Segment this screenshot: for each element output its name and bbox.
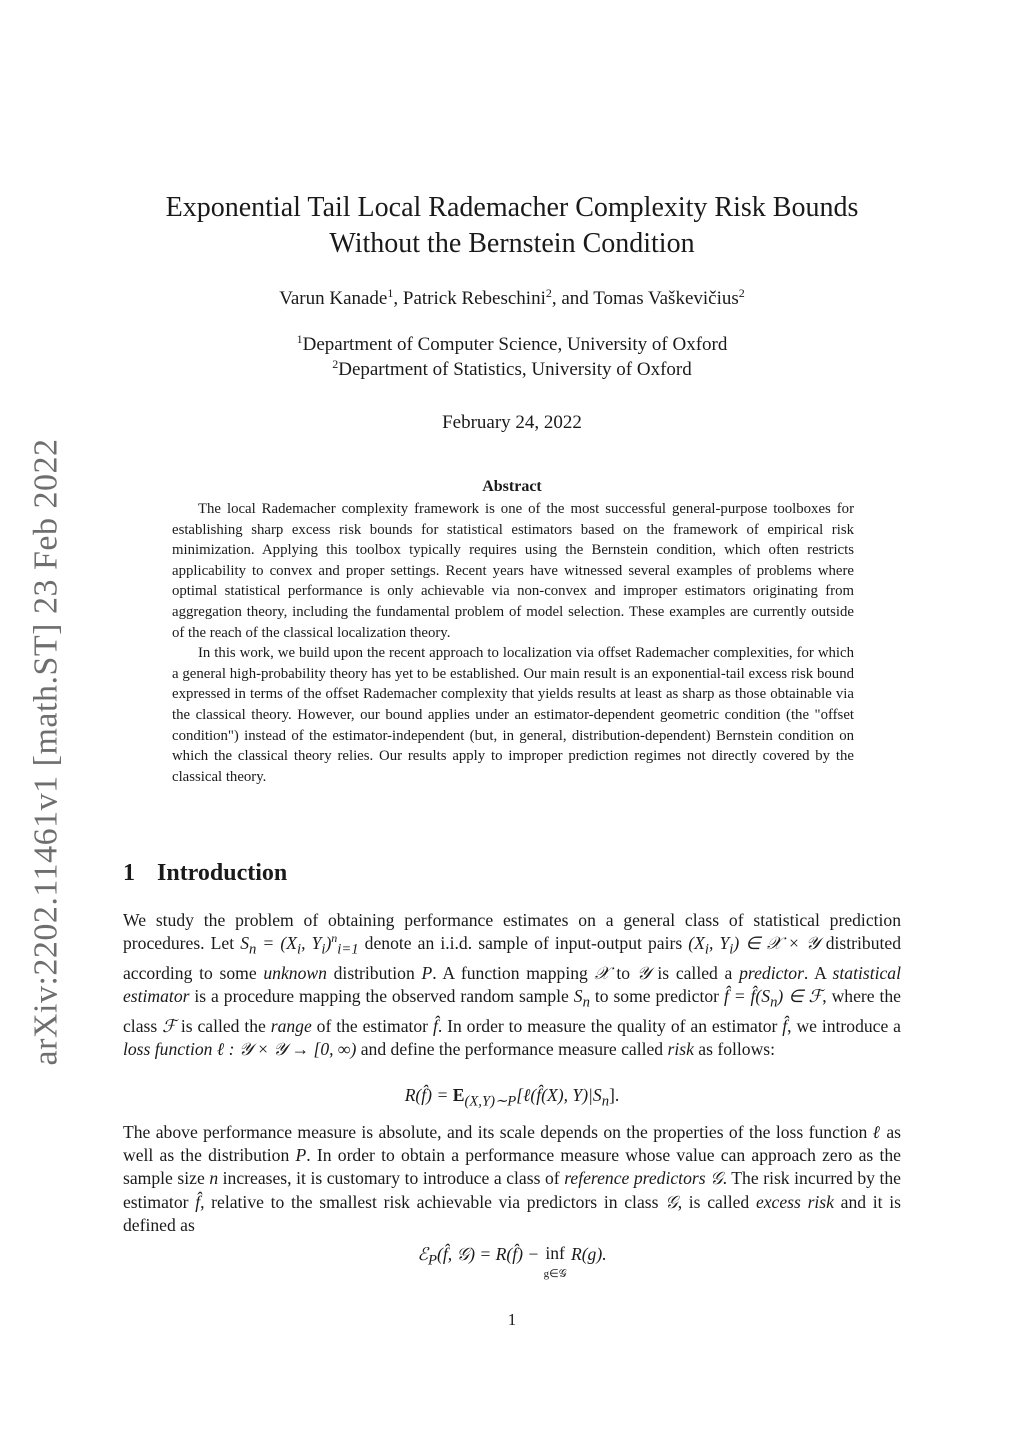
text-run: and it is defined as	[123, 1191, 901, 1235]
abstract-body	[172, 499, 854, 787]
text-run: distribution	[326, 962, 422, 983]
math-inline: P	[295, 1145, 307, 1166]
text-run: is called the	[175, 1015, 271, 1036]
math-inline: $S_n$	[573, 986, 590, 1011]
text-run: , relative to the smallest risk achievable via predictors in class	[200, 1191, 666, 1212]
author-name: Tomas Vaškevičius	[593, 288, 739, 309]
math-inline: ($X_i$, $Y_i$) ∈ 𝒳 × 𝒴	[688, 933, 820, 958]
text-run: , is called	[677, 1191, 756, 1212]
text-run: increases, it is customary to introduce a class of	[218, 1168, 565, 1189]
paragraph-text	[123, 1121, 901, 1237]
affiliation-list	[100, 332, 924, 382]
author-name: Varun Kanade	[279, 288, 388, 309]
affiliation-mark: 2	[332, 357, 339, 371]
text-run: is a procedure mapping the observed random sample	[189, 986, 574, 1007]
affiliation-line	[100, 332, 924, 357]
abstract-paragraph: In this work, we build upon the recent approach to localization via offset Rademacher complexities, for which a general high-probability theory has yet to be established. Our main result is an exponential-tail excess risk bound expressed in terms of the offset Rademacher complexity that yields results at least as sharp as those obtainable via the classical theory. However, our bound applies under an estimator-dependent geometric condition (the "offset condition") instead of the estimator-independent (but, in general, distribution-dependent) Bernstein condition on which the classical theory relies. Our results apply to improper prediction regimes not directly covered by the classical theory.	[172, 645, 854, 785]
affiliation-mark: 2	[738, 286, 745, 300]
math-inline: n	[209, 1168, 219, 1189]
emphasis-text: excess risk	[755, 1191, 834, 1212]
emphasis-text: range	[270, 1015, 312, 1036]
text-run: to	[609, 962, 637, 983]
text-run: and define the performance measure called	[356, 1039, 668, 1060]
affiliation-line	[100, 357, 924, 382]
emphasis-text: risk	[667, 1039, 694, 1060]
text-run: of the estimator	[311, 1015, 433, 1036]
text-run: . In order to obtain a performance measure whose value can approach zero as the sample size	[123, 1145, 901, 1189]
text-run: as follows:	[693, 1039, 776, 1060]
math-inline: ℓ	[872, 1122, 881, 1142]
math-inline: f̂	[195, 1191, 201, 1212]
math-inline: f̂ = $f̂(S_n)$ ∈ ℱ	[723, 986, 823, 1011]
math-inline: P	[421, 962, 433, 983]
intro-paragraph-1	[123, 909, 901, 1061]
text-run: as well as the distribution	[123, 1122, 902, 1166]
emphasis-text: reference predictors	[564, 1168, 706, 1189]
section-title: Introduction	[157, 860, 288, 886]
intro-paragraph-2	[123, 1121, 901, 1237]
text-run: . A	[803, 962, 833, 983]
arxiv-identifier-text: arXiv:2202.11461v1 [math.ST] 23 Feb 2022	[27, 438, 64, 1066]
affiliation-mark: 1	[387, 286, 394, 300]
section-number: 1	[123, 860, 135, 886]
text-run: distributed according to some	[123, 933, 902, 983]
section-heading	[123, 860, 287, 887]
math-inline: 𝒴	[636, 962, 651, 983]
abstract-heading: Abstract	[482, 478, 542, 495]
paper-title-line-2: Without the Bernstein Condition	[329, 228, 695, 259]
paper-title	[100, 190, 924, 262]
equation-excess-risk: ℰ$_P$(f̂, 𝒢) = R(f̂) − inf g∈𝒢 R(g).	[417, 1243, 607, 1280]
author-separator: , and	[551, 288, 594, 309]
author-name: Patrick Rebeschini	[402, 288, 546, 309]
emphasis-text: predictor	[739, 962, 804, 983]
text-run: , we introduce a	[787, 1015, 901, 1036]
math-inline: ℓ : 𝒴 × 𝒴 → [0, ∞)	[216, 1039, 357, 1060]
text-run: is called a	[650, 962, 740, 983]
arxiv-identifier-stamp	[6, 432, 86, 1072]
paper-date: February 24, 2022	[442, 412, 582, 433]
author-separator: ,	[393, 288, 403, 309]
page-number: 1	[507, 1310, 517, 1329]
emphasis-text: loss function	[123, 1039, 213, 1060]
math-inline: f̂	[432, 1015, 438, 1036]
text-run: denote an i.i.d. sample of input-output pairs	[358, 933, 689, 954]
text-run: , where the class	[123, 986, 901, 1036]
text-run: We study the problem of obtaining performance estimates on a general class of statistical prediction procedures. Let	[123, 910, 901, 954]
affiliation-text: Department of Computer Science, University of Oxford	[302, 334, 728, 355]
math-inline: f̂	[782, 1015, 788, 1036]
text-run: to some predictor	[589, 986, 724, 1007]
equation-risk-definition: R(f̂) = $E_{(X,Y)\sim P}[\ell(f̂(X)$, $Y)|S_n$].	[404, 1085, 620, 1110]
abstract-paragraph: The local Rademacher complexity framework is one of the most successful general-purpose toolboxes for establishing sharp excess risk bounds for statistical estimators based on the framework of empirical risk minimization. Applying this toolbox typically requires using the Bernstein condition, which often restricts applicability to convex and proper settings. Recent years have witnessed several examples of problems where optimal statistical performance is only achievable via non-convex and improper estimators originating from aggregation theory, including the fundamental problem of model selection. These examples are currently outside of the reach of the classical localization theory.	[172, 501, 854, 641]
text-run: The above performance measure is absolute, and its scale depends on the properties of the loss function	[123, 1122, 873, 1142]
emphasis-text: unknown	[263, 962, 327, 983]
author-list	[100, 288, 924, 310]
paper-title-line-1: Exponential Tail Local Rademacher Complexity Risk Bounds	[165, 192, 859, 223]
math-inline: $S_n = (X_i$, $Y_i)^n_{i=1}$	[240, 931, 359, 958]
math-inline: 𝒳	[594, 962, 610, 983]
text-run: . The risk incurred by the estimator	[123, 1168, 901, 1212]
text-run: . A function mapping	[432, 962, 595, 983]
affiliation-mark: 1	[296, 332, 303, 346]
affiliation-text: Department of Statistics, University of Oxford	[338, 359, 692, 380]
text-run: . In order to measure the quality of an estimator	[437, 1015, 783, 1036]
affiliation-mark: 2	[545, 286, 552, 300]
math-inline: 𝒢	[665, 1191, 678, 1212]
math-inline: ℱ	[162, 1015, 176, 1036]
emphasis-text: statistical estimator	[123, 962, 901, 1007]
paragraph-text	[123, 909, 901, 1061]
math-inline: 𝒢	[710, 1168, 723, 1189]
